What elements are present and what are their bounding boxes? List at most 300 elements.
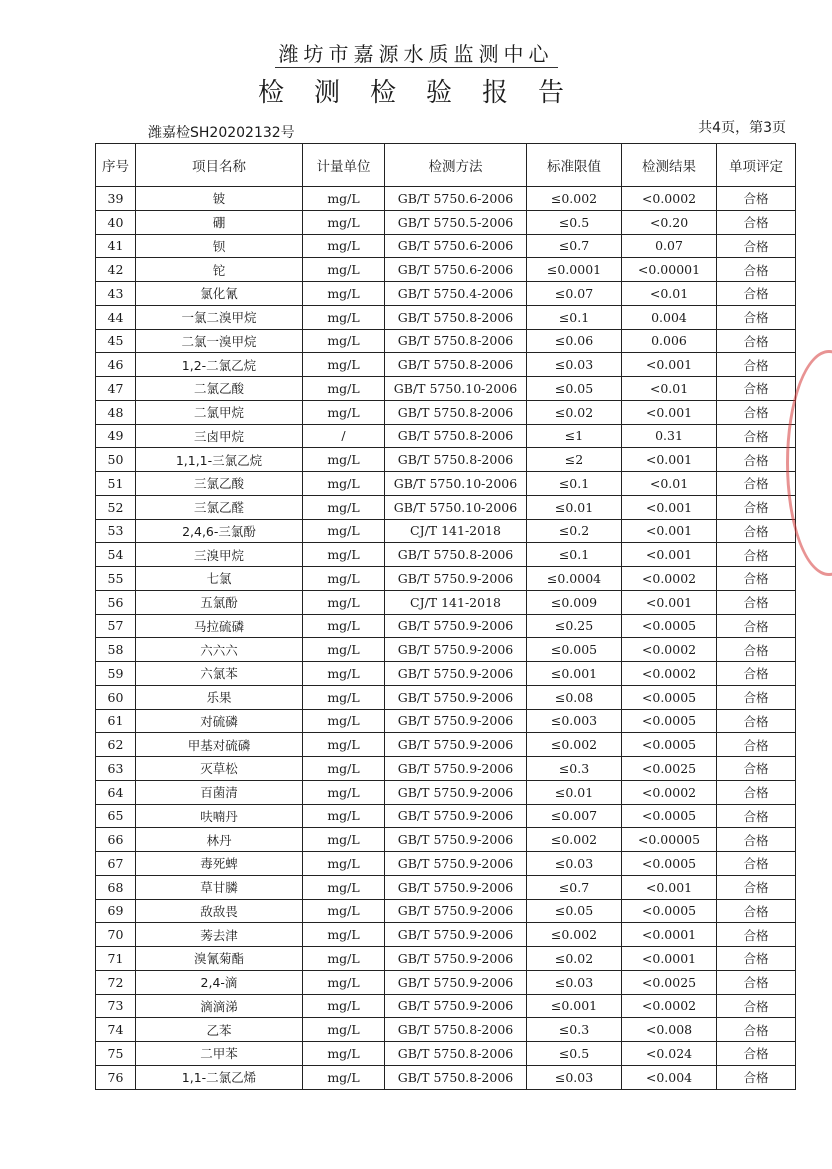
cell-result: 0.07 — [622, 234, 717, 258]
cell-no: 71 — [96, 947, 136, 971]
cell-no: 48 — [96, 400, 136, 424]
cell-no: 63 — [96, 757, 136, 781]
cell-method: CJ/T 141-2018 — [385, 590, 527, 614]
cell-item-name: 三卤甲烷 — [136, 424, 303, 448]
cell-result: <0.0002 — [622, 780, 717, 804]
cell-no: 67 — [96, 852, 136, 876]
cell-item-name: 2,4-滴 — [136, 970, 303, 994]
cell-no: 49 — [96, 424, 136, 448]
header-row — [96, 144, 796, 187]
cell-evaluation: 合格 — [717, 638, 796, 662]
results-table — [95, 143, 796, 1090]
cell-unit: mg/L — [303, 852, 385, 876]
cell-result: <0.0005 — [622, 804, 717, 828]
cell-method: GB/T 5750.9-2006 — [385, 638, 527, 662]
cell-item-name: 呋喃丹 — [136, 804, 303, 828]
cell-limit: ≤0.7 — [527, 875, 622, 899]
cell-method: GB/T 5750.9-2006 — [385, 733, 527, 757]
cell-item-name: 马拉硫磷 — [136, 614, 303, 638]
table-row — [96, 828, 796, 852]
cell-evaluation: 合格 — [717, 495, 796, 519]
cell-unit: mg/L — [303, 519, 385, 543]
table-row — [96, 638, 796, 662]
table-row — [96, 852, 796, 876]
cell-item-name: 莠去津 — [136, 923, 303, 947]
cell-evaluation: 合格 — [717, 543, 796, 567]
cell-unit: mg/L — [303, 448, 385, 472]
table-row — [96, 567, 796, 591]
cell-item-name: 二氯一溴甲烷 — [136, 329, 303, 353]
cell-limit: ≤0.03 — [527, 1065, 622, 1089]
cell-limit: ≤0.002 — [527, 733, 622, 757]
cell-limit: ≤0.009 — [527, 590, 622, 614]
cell-result: <0.0005 — [622, 733, 717, 757]
cell-no: 45 — [96, 329, 136, 353]
cell-method: GB/T 5750.8-2006 — [385, 1018, 527, 1042]
cell-result: <0.00005 — [622, 828, 717, 852]
table-row — [96, 424, 796, 448]
table-row — [96, 448, 796, 472]
table-row — [96, 1042, 796, 1066]
cell-no: 74 — [96, 1018, 136, 1042]
page-indicator: 共4页，第3页 — [698, 120, 786, 136]
table-row — [96, 780, 796, 804]
table-row — [96, 353, 796, 377]
cell-limit: ≤0.003 — [527, 709, 622, 733]
cell-method: GB/T 5750.9-2006 — [385, 567, 527, 591]
cell-result: <0.20 — [622, 210, 717, 234]
cell-method: GB/T 5750.8-2006 — [385, 353, 527, 377]
cell-result: <0.0025 — [622, 970, 717, 994]
cell-unit: mg/L — [303, 305, 385, 329]
cell-limit: ≤0.1 — [527, 472, 622, 496]
cell-limit: ≤0.03 — [527, 852, 622, 876]
cell-item-name: 溴氰菊酯 — [136, 947, 303, 971]
cell-limit: ≤0.001 — [527, 994, 622, 1018]
table-row — [96, 947, 796, 971]
table-row — [96, 329, 796, 353]
report-title: 检测检验报告 — [257, 78, 594, 108]
cell-unit: mg/L — [303, 472, 385, 496]
cell-unit: mg/L — [303, 733, 385, 757]
cell-limit: ≤0.0001 — [527, 258, 622, 282]
cell-evaluation: 合格 — [717, 305, 796, 329]
cell-limit: ≤0.1 — [527, 305, 622, 329]
cell-unit: mg/L — [303, 875, 385, 899]
table-row — [96, 472, 796, 496]
cell-limit: ≤0.001 — [527, 662, 622, 686]
cell-limit: ≤0.002 — [527, 187, 622, 211]
cell-item-name: 对硫磷 — [136, 709, 303, 733]
cell-no: 39 — [96, 187, 136, 211]
cell-evaluation: 合格 — [717, 899, 796, 923]
cell-limit: ≤0.3 — [527, 757, 622, 781]
cell-no: 75 — [96, 1042, 136, 1066]
cell-unit: mg/L — [303, 780, 385, 804]
cell-no: 42 — [96, 258, 136, 282]
table-body — [96, 187, 796, 1090]
cell-result: <0.0002 — [622, 638, 717, 662]
cell-limit: ≤0.06 — [527, 329, 622, 353]
cell-unit: mg/L — [303, 329, 385, 353]
table-row — [96, 305, 796, 329]
cell-result: <0.0005 — [622, 709, 717, 733]
cell-result: <0.001 — [622, 875, 717, 899]
cell-result: <0.0005 — [622, 614, 717, 638]
cell-item-name: 七氯 — [136, 567, 303, 591]
header-unit: 计量单位 — [303, 144, 385, 187]
header-result: 检测结果 — [622, 144, 717, 187]
cell-unit: mg/L — [303, 210, 385, 234]
cell-no: 62 — [96, 733, 136, 757]
cell-evaluation: 合格 — [717, 377, 796, 401]
cell-evaluation: 合格 — [717, 780, 796, 804]
table-row — [96, 258, 796, 282]
cell-method: GB/T 5750.9-2006 — [385, 852, 527, 876]
cell-limit: ≤0.02 — [527, 400, 622, 424]
cell-method: GB/T 5750.9-2006 — [385, 970, 527, 994]
cell-limit: ≤0.07 — [527, 282, 622, 306]
cell-limit: ≤0.002 — [527, 828, 622, 852]
cell-item-name: 二甲苯 — [136, 1042, 303, 1066]
cell-result: 0.004 — [622, 305, 717, 329]
table-row — [96, 757, 796, 781]
cell-no: 59 — [96, 662, 136, 686]
cell-item-name: 一氯二溴甲烷 — [136, 305, 303, 329]
cell-unit: mg/L — [303, 377, 385, 401]
cell-evaluation: 合格 — [717, 519, 796, 543]
table-row — [96, 614, 796, 638]
table-row — [96, 994, 796, 1018]
cell-no: 52 — [96, 495, 136, 519]
table-row — [96, 804, 796, 828]
cell-no: 72 — [96, 970, 136, 994]
cell-limit: ≤0.3 — [527, 1018, 622, 1042]
cell-item-name: 钡 — [136, 234, 303, 258]
cell-no: 69 — [96, 899, 136, 923]
table-row — [96, 282, 796, 306]
cell-evaluation: 合格 — [717, 947, 796, 971]
cell-unit: mg/L — [303, 353, 385, 377]
cell-unit: / — [303, 424, 385, 448]
cell-unit: mg/L — [303, 970, 385, 994]
cell-limit: ≤0.05 — [527, 377, 622, 401]
cell-item-name: 三氯乙酸 — [136, 472, 303, 496]
cell-evaluation: 合格 — [717, 590, 796, 614]
cell-no: 55 — [96, 567, 136, 591]
table-row — [96, 733, 796, 757]
cell-limit: ≤0.03 — [527, 970, 622, 994]
cell-limit: ≤1 — [527, 424, 622, 448]
cell-limit: ≤0.002 — [527, 923, 622, 947]
table-row — [96, 519, 796, 543]
cell-limit: ≤0.7 — [527, 234, 622, 258]
cell-evaluation: 合格 — [717, 804, 796, 828]
cell-item-name: 铊 — [136, 258, 303, 282]
cell-result: <0.0001 — [622, 947, 717, 971]
cell-evaluation: 合格 — [717, 614, 796, 638]
cell-result: <0.0005 — [622, 852, 717, 876]
cell-unit: mg/L — [303, 828, 385, 852]
cell-no: 68 — [96, 875, 136, 899]
cell-item-name: 草甘膦 — [136, 875, 303, 899]
cell-result: <0.00001 — [622, 258, 717, 282]
cell-evaluation: 合格 — [717, 567, 796, 591]
cell-unit: mg/L — [303, 614, 385, 638]
cell-evaluation: 合格 — [717, 424, 796, 448]
header-evaluation: 单项评定 — [717, 144, 796, 187]
cell-method: GB/T 5750.10-2006 — [385, 495, 527, 519]
cell-no: 64 — [96, 780, 136, 804]
organization-name — [0, 38, 832, 67]
cell-method: GB/T 5750.8-2006 — [385, 1065, 527, 1089]
report-number: 潍嘉检SH20202132号 — [148, 125, 295, 141]
table-row — [96, 685, 796, 709]
cell-item-name: 灭草松 — [136, 757, 303, 781]
cell-result: <0.001 — [622, 543, 717, 567]
cell-method: GB/T 5750.8-2006 — [385, 1042, 527, 1066]
cell-evaluation: 合格 — [717, 210, 796, 234]
cell-result: <0.001 — [622, 448, 717, 472]
cell-method: GB/T 5750.9-2006 — [385, 614, 527, 638]
cell-item-name: 六氯苯 — [136, 662, 303, 686]
cell-result: <0.001 — [622, 519, 717, 543]
cell-unit: mg/L — [303, 709, 385, 733]
cell-method: GB/T 5750.8-2006 — [385, 424, 527, 448]
cell-item-name: 硼 — [136, 210, 303, 234]
cell-evaluation: 合格 — [717, 757, 796, 781]
cell-method: GB/T 5750.8-2006 — [385, 448, 527, 472]
cell-result: <0.001 — [622, 495, 717, 519]
cell-unit: mg/L — [303, 495, 385, 519]
cell-evaluation: 合格 — [717, 733, 796, 757]
cell-evaluation: 合格 — [717, 1018, 796, 1042]
cell-no: 53 — [96, 519, 136, 543]
cell-item-name: 乐果 — [136, 685, 303, 709]
table-row — [96, 234, 796, 258]
cell-limit: ≤2 — [527, 448, 622, 472]
cell-no: 66 — [96, 828, 136, 852]
cell-no: 76 — [96, 1065, 136, 1089]
table-row — [96, 590, 796, 614]
cell-evaluation: 合格 — [717, 187, 796, 211]
cell-no: 60 — [96, 685, 136, 709]
cell-unit: mg/L — [303, 947, 385, 971]
cell-item-name: 林丹 — [136, 828, 303, 852]
cell-result: <0.001 — [622, 353, 717, 377]
cell-result: 0.31 — [622, 424, 717, 448]
cell-method: GB/T 5750.8-2006 — [385, 305, 527, 329]
cell-evaluation: 合格 — [717, 1042, 796, 1066]
cell-limit: ≤0.01 — [527, 495, 622, 519]
table-row — [96, 400, 796, 424]
cell-no: 73 — [96, 994, 136, 1018]
cell-item-name: 1,1-二氯乙烯 — [136, 1065, 303, 1089]
cell-limit: ≤0.1 — [527, 543, 622, 567]
cell-no: 44 — [96, 305, 136, 329]
cell-unit: mg/L — [303, 258, 385, 282]
cell-unit: mg/L — [303, 1018, 385, 1042]
cell-method: GB/T 5750.6-2006 — [385, 234, 527, 258]
cell-limit: ≤0.03 — [527, 353, 622, 377]
cell-result: <0.01 — [622, 282, 717, 306]
cell-item-name: 二氯乙酸 — [136, 377, 303, 401]
cell-unit: mg/L — [303, 923, 385, 947]
cell-item-name: 2,4,6-三氯酚 — [136, 519, 303, 543]
cell-item-name: 百菌清 — [136, 780, 303, 804]
cell-method: GB/T 5750.9-2006 — [385, 947, 527, 971]
cell-no: 46 — [96, 353, 136, 377]
cell-evaluation: 合格 — [717, 353, 796, 377]
cell-unit: mg/L — [303, 662, 385, 686]
table-row — [96, 709, 796, 733]
cell-item-name: 五氯酚 — [136, 590, 303, 614]
cell-item-name: 铍 — [136, 187, 303, 211]
cell-result: <0.0002 — [622, 662, 717, 686]
cell-unit: mg/L — [303, 757, 385, 781]
cell-no: 51 — [96, 472, 136, 496]
cell-item-name: 甲基对硫磷 — [136, 733, 303, 757]
cell-limit: ≤0.01 — [527, 780, 622, 804]
cell-unit: mg/L — [303, 543, 385, 567]
cell-evaluation: 合格 — [717, 662, 796, 686]
cell-evaluation: 合格 — [717, 329, 796, 353]
cell-limit: ≤0.02 — [527, 947, 622, 971]
cell-result: <0.01 — [622, 377, 717, 401]
cell-evaluation: 合格 — [717, 875, 796, 899]
cell-result: <0.008 — [622, 1018, 717, 1042]
cell-item-name: 氯化氰 — [136, 282, 303, 306]
cell-method: GB/T 5750.6-2006 — [385, 258, 527, 282]
cell-method: GB/T 5750.6-2006 — [385, 187, 527, 211]
cell-item-name: 乙苯 — [136, 1018, 303, 1042]
cell-no: 56 — [96, 590, 136, 614]
header-limit: 标准限值 — [527, 144, 622, 187]
cell-result: <0.001 — [622, 400, 717, 424]
cell-unit: mg/L — [303, 590, 385, 614]
cell-limit: ≤0.005 — [527, 638, 622, 662]
cell-evaluation: 合格 — [717, 709, 796, 733]
cell-method: GB/T 5750.8-2006 — [385, 329, 527, 353]
cell-evaluation: 合格 — [717, 258, 796, 282]
cell-unit: mg/L — [303, 400, 385, 424]
organization-name-text: 潍坊市嘉源水质监测中心 — [275, 42, 558, 68]
cell-no: 43 — [96, 282, 136, 306]
cell-no: 41 — [96, 234, 136, 258]
cell-unit: mg/L — [303, 567, 385, 591]
cell-result: <0.024 — [622, 1042, 717, 1066]
cell-evaluation: 合格 — [717, 234, 796, 258]
table-row — [96, 377, 796, 401]
cell-method: GB/T 5750.9-2006 — [385, 899, 527, 923]
cell-method: GB/T 5750.9-2006 — [385, 780, 527, 804]
cell-method: GB/T 5750.9-2006 — [385, 709, 527, 733]
cell-result: <0.0002 — [622, 994, 717, 1018]
cell-limit: ≤0.5 — [527, 1042, 622, 1066]
table-row — [96, 970, 796, 994]
table-row — [96, 495, 796, 519]
cell-method: GB/T 5750.9-2006 — [385, 662, 527, 686]
cell-evaluation: 合格 — [717, 282, 796, 306]
cell-no: 58 — [96, 638, 136, 662]
cell-item-name: 毒死蜱 — [136, 852, 303, 876]
cell-method: GB/T 5750.4-2006 — [385, 282, 527, 306]
cell-result: <0.0002 — [622, 187, 717, 211]
cell-limit: ≤0.25 — [527, 614, 622, 638]
cell-unit: mg/L — [303, 1065, 385, 1089]
cell-evaluation: 合格 — [717, 828, 796, 852]
cell-unit: mg/L — [303, 234, 385, 258]
cell-unit: mg/L — [303, 1042, 385, 1066]
cell-result: 0.006 — [622, 329, 717, 353]
cell-unit: mg/L — [303, 282, 385, 306]
cell-method: GB/T 5750.10-2006 — [385, 377, 527, 401]
cell-method: GB/T 5750.8-2006 — [385, 400, 527, 424]
cell-item-name: 三溴甲烷 — [136, 543, 303, 567]
cell-result: <0.0005 — [622, 899, 717, 923]
cell-evaluation: 合格 — [717, 994, 796, 1018]
cell-evaluation: 合格 — [717, 923, 796, 947]
cell-item-name: 滴滴涕 — [136, 994, 303, 1018]
cell-method: GB/T 5750.8-2006 — [385, 543, 527, 567]
cell-evaluation: 合格 — [717, 448, 796, 472]
cell-evaluation: 合格 — [717, 852, 796, 876]
cell-limit: ≤0.2 — [527, 519, 622, 543]
cell-unit: mg/L — [303, 804, 385, 828]
table-row — [96, 210, 796, 234]
table-row — [96, 1065, 796, 1089]
header-no: 序号 — [96, 144, 136, 187]
table-row — [96, 543, 796, 567]
cell-no: 54 — [96, 543, 136, 567]
cell-unit: mg/L — [303, 187, 385, 211]
cell-limit: ≤0.007 — [527, 804, 622, 828]
table-row — [96, 187, 796, 211]
cell-item-name: 二氯甲烷 — [136, 400, 303, 424]
cell-unit: mg/L — [303, 899, 385, 923]
cell-method: GB/T 5750.9-2006 — [385, 875, 527, 899]
header-method: 检测方法 — [385, 144, 527, 187]
table-row — [96, 662, 796, 686]
cell-method: GB/T 5750.5-2006 — [385, 210, 527, 234]
cell-result: <0.0005 — [622, 685, 717, 709]
cell-evaluation: 合格 — [717, 970, 796, 994]
cell-method: GB/T 5750.10-2006 — [385, 472, 527, 496]
cell-item-name: 六六六 — [136, 638, 303, 662]
cell-limit: ≤0.0004 — [527, 567, 622, 591]
cell-result: <0.001 — [622, 590, 717, 614]
cell-no: 47 — [96, 377, 136, 401]
cell-no: 61 — [96, 709, 136, 733]
cell-no: 65 — [96, 804, 136, 828]
table-row — [96, 1018, 796, 1042]
cell-no: 70 — [96, 923, 136, 947]
cell-item-name: 1,2-二氯乙烷 — [136, 353, 303, 377]
cell-method: GB/T 5750.9-2006 — [385, 685, 527, 709]
table-row — [96, 875, 796, 899]
cell-no: 40 — [96, 210, 136, 234]
cell-item-name: 敌敌畏 — [136, 899, 303, 923]
cell-result: <0.0025 — [622, 757, 717, 781]
cell-result: <0.0002 — [622, 567, 717, 591]
cell-method: GB/T 5750.9-2006 — [385, 923, 527, 947]
cell-evaluation: 合格 — [717, 400, 796, 424]
cell-limit: ≤0.08 — [527, 685, 622, 709]
cell-no: 57 — [96, 614, 136, 638]
cell-unit: mg/L — [303, 685, 385, 709]
cell-method: GB/T 5750.9-2006 — [385, 828, 527, 852]
cell-method: GB/T 5750.9-2006 — [385, 804, 527, 828]
